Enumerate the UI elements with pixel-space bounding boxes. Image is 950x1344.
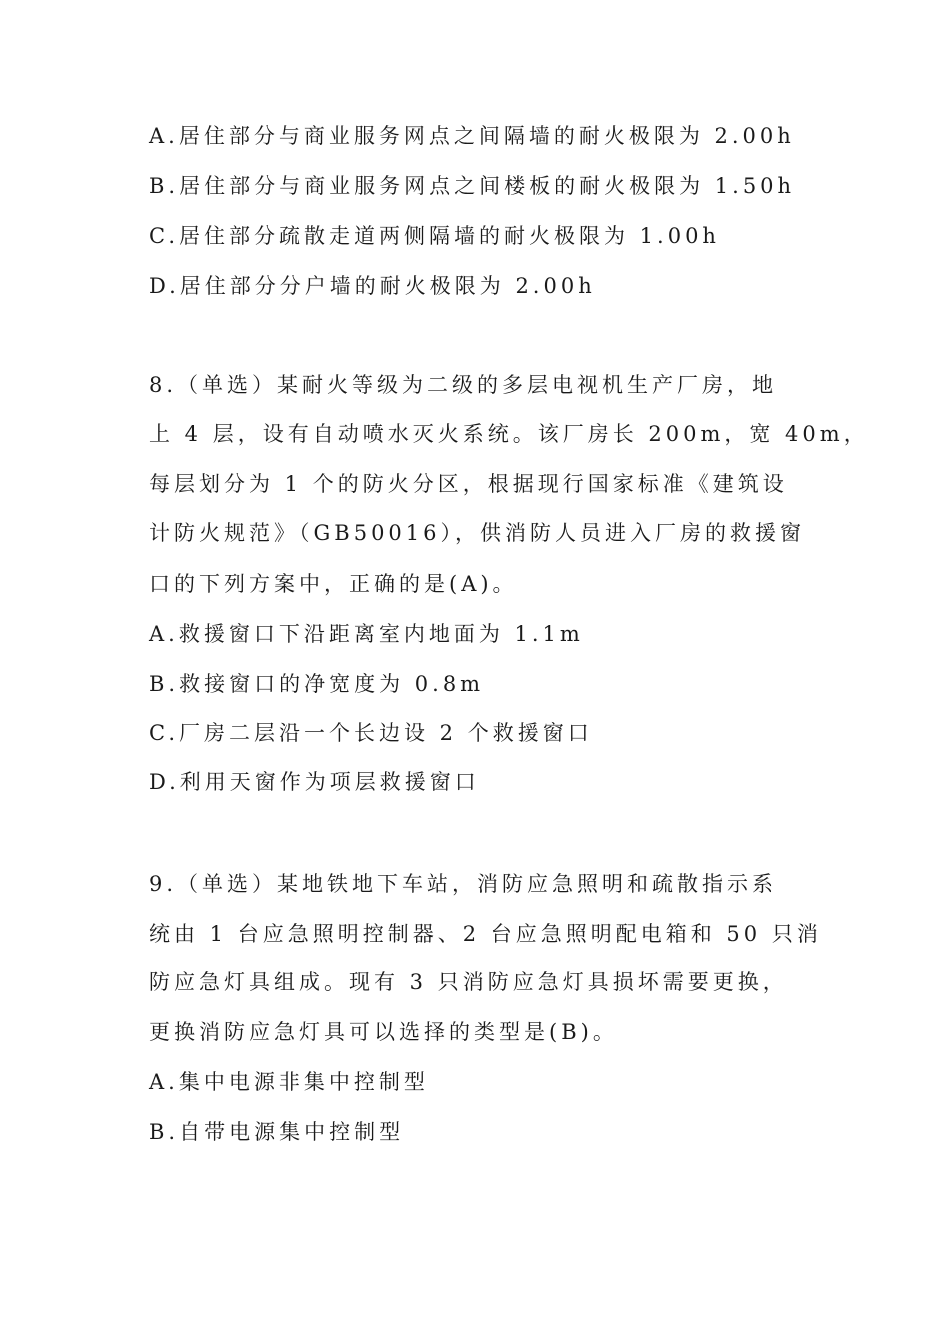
q7-option-d: D.居住部分分户墙的耐火极限为 2.00h xyxy=(149,274,596,298)
q9-stem-line: 更换消防应急灯具可以选择的类型是(B)。 xyxy=(149,1020,618,1044)
q8-stem-line: 8.（单选）某耐火等级为二级的多层电视机生产厂房，地 xyxy=(149,373,778,397)
q8-stem-line: 口的下列方案中，正确的是(A)。 xyxy=(149,572,518,596)
q9-stem-line: 防应急灯具组成。现有 3 只消防应急灯具损坏需要更换， xyxy=(149,970,788,994)
q9-stem-line: 9.（单选）某地铁地下车站，消防应急照明和疏散指示系 xyxy=(149,872,778,896)
q9-option-b: B.自带电源集中控制型 xyxy=(149,1120,405,1144)
q9-stem-line: 统由 1 台应急照明控制器、2 台应急照明配电箱和 50 只消 xyxy=(149,922,822,946)
q8-option-c: C.厂房二层沿一个长边设 2 个救援窗口 xyxy=(149,721,593,745)
q8-option-b: B.救接窗口的净宽度为 0.8m xyxy=(149,672,485,696)
q7-option-a: A.居住部分与商业服务网点之间隔墙的耐火极限为 2.00h xyxy=(149,124,795,148)
q8-option-a: A.救援窗口下沿距离室内地面为 1.1m xyxy=(149,622,584,646)
q8-stem-line: 计防火规范》（GB50016），供消防人员进入厂房的救援窗 xyxy=(149,521,806,545)
q7-option-b: B.居住部分与商业服务网点之间楼板的耐火极限为 1.50h xyxy=(149,174,796,198)
q7-option-c: C.居住部分疏散走道两侧隔墙的耐火极限为 1.00h xyxy=(149,224,720,248)
q8-stem-line: 上 4 层，设有自动喷水灭火系统。该厂房长 200m，宽 40m， xyxy=(149,422,869,446)
q8-stem-line: 每层划分为 1 个的防火分区，根据现行国家标准《建筑设 xyxy=(149,472,788,496)
q9-option-a: A.集中电源非集中控制型 xyxy=(149,1070,429,1094)
q8-option-d: D.利用天窗作为项层救援窗口 xyxy=(149,770,480,794)
